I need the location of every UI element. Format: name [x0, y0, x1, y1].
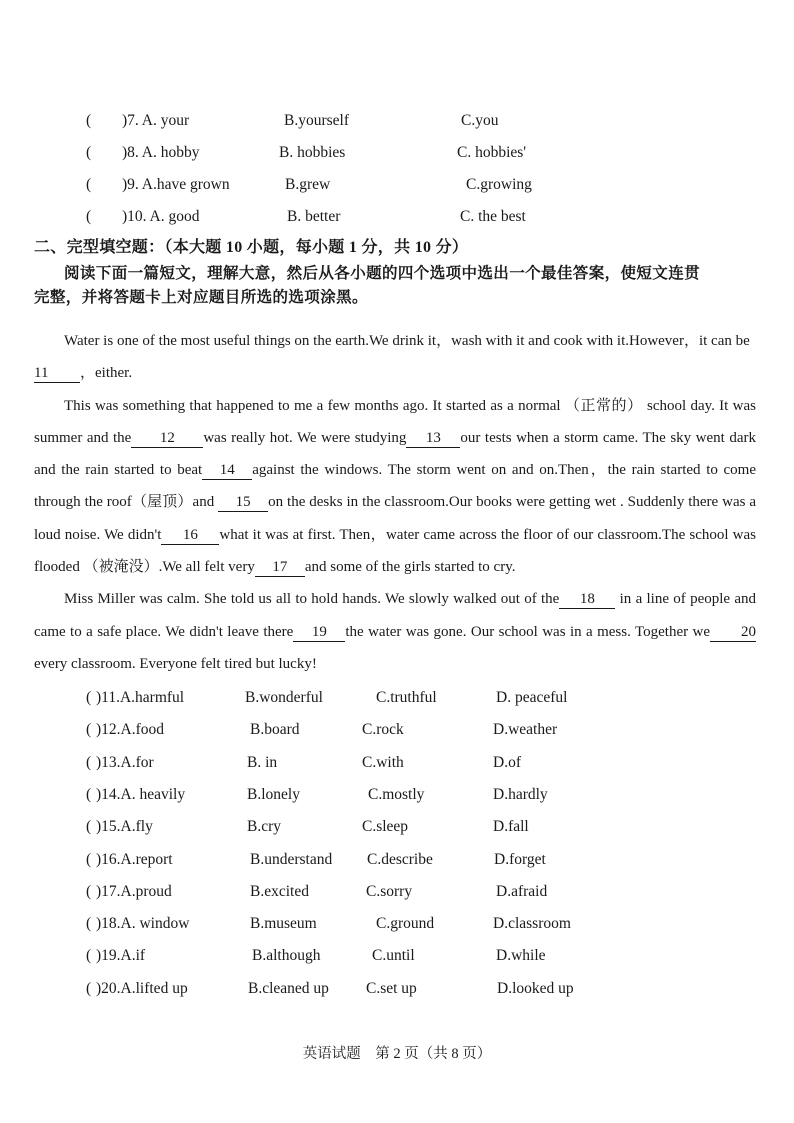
answer-paren: ( [86, 883, 92, 900]
option-c: C.sleep [362, 818, 409, 835]
passage-paragraph-3: Miss Miller was calm. She told us all to hold hands. We slowly walked out of the 18 in a line of people and came to a safe place. We didn't leave there 19 the water was gone. Our school was in a mess. Together we 20 every classroom. Everyone felt tired but lucky! [34, 591, 756, 672]
question-row-12 [0, 716, 794, 744]
question-row-16 [0, 846, 794, 874]
passage-paragraph-1: Water is one of the most useful things on the earth.We drink it，wash with it and cook with it.However，it can be 11 ，either. [34, 333, 750, 382]
answer-paren: ( [86, 786, 92, 803]
option-b: B.yourself [284, 112, 350, 129]
question-row-13 [0, 749, 794, 777]
option-c: C.you [461, 112, 499, 129]
blank-17: 17 [255, 558, 305, 577]
question-row-19 [0, 942, 794, 970]
option-c: C.sorry [366, 883, 413, 900]
blank-19: 19 [293, 623, 345, 642]
option-b: B.museum [250, 915, 317, 932]
option-b: B. better [287, 208, 341, 225]
option-c: C.growing [466, 176, 532, 193]
question-row-7 [0, 107, 794, 135]
option-c: C.truthful [376, 689, 437, 706]
option-d: D.weather [493, 721, 558, 738]
blank-12: 12 [131, 429, 203, 448]
option-c: C.with [362, 754, 404, 771]
question-row-8 [0, 139, 794, 167]
option-a: )17.A.proud [96, 883, 172, 900]
option-a: )15.A.fly [96, 818, 153, 835]
option-d: D.of [493, 754, 521, 771]
option-c: C.mostly [368, 786, 425, 803]
page-footer: 英语试题 第 2 页（共 8 页） [302, 1046, 492, 1062]
option-b: B.board [250, 721, 300, 738]
answer-paren: ( [86, 980, 92, 997]
option-b: B.although [252, 947, 321, 964]
option-a: )11.A.harmful [96, 689, 185, 706]
option-a: )8. A. hobby [122, 144, 200, 161]
question-row-20 [0, 975, 794, 1003]
option-d: D.looked up [497, 980, 574, 997]
answer-paren: ( [86, 915, 92, 932]
option-a: )20.A.lifted up [96, 980, 188, 997]
blank-13: 13 [406, 429, 460, 448]
question-row-10 [0, 203, 794, 231]
option-c: C.rock [362, 721, 404, 738]
blank-11: 11 [34, 364, 80, 383]
option-d: D.forget [494, 851, 546, 868]
blank-18: 18 [559, 590, 615, 609]
passage [34, 325, 756, 680]
blank-15: 15 [218, 493, 268, 512]
answer-paren: ( [86, 947, 92, 964]
option-a: )9. A.have grown [122, 176, 230, 193]
question-row-9 [0, 171, 794, 199]
option-c: C.until [372, 947, 415, 964]
answer-paren: ( [86, 112, 92, 129]
passage-paragraph-2: This was something that happened to me a few months ago. It started as a normal （正常的） school day. It was summer and the 12 was really hot. We were studying 13 our tests when a storm came. The sky went dark and the rain started to beat 14 against the windows. The storm went on and on.Then，the rain started to come through the roof（屋顶）and 15 on the desks in the classroom.Our books were getting wet . Suddenly there was a loud noise. We didn't 16 what it was at first. Then，water came across the floor of our classroom.The school was flooded （被淹没）.We all felt very 17 and some of the girls started to cry. [34, 397, 757, 576]
option-b: B.excited [250, 883, 309, 900]
option-b: B.understand [250, 851, 333, 868]
option-c: C. hobbies' [457, 144, 527, 161]
section-instruction-line-2: 完整，并将答题卡上对应题目所选的选项涂黑。 [34, 289, 368, 306]
option-d: D.classroom [493, 915, 571, 932]
option-c: C.set up [366, 980, 417, 997]
answer-paren: ( [86, 851, 92, 868]
option-b: B. in [247, 754, 278, 771]
blank-16: 16 [161, 526, 219, 545]
option-d: D.fall [493, 818, 529, 835]
section-instruction-line-1: 阅读下面一篇短文，理解大意，然后从各小题的四个选项中选出一个最佳答案，使短文连贯 [64, 265, 701, 282]
option-b: B.cry [247, 818, 282, 835]
option-a: )12.A.food [96, 721, 165, 738]
answer-paren: ( [86, 144, 92, 161]
option-a: )19.A.if [96, 947, 146, 964]
option-d: D. peaceful [496, 689, 568, 706]
option-c: C.ground [376, 915, 435, 932]
option-b: B.cleaned up [248, 980, 329, 997]
option-d: D.while [496, 947, 546, 964]
option-a: )7. A. your [122, 112, 190, 129]
answer-paren: ( [86, 818, 92, 835]
question-row-18 [0, 910, 794, 938]
option-b: B. hobbies [279, 144, 346, 161]
option-a: )18.A. window [96, 915, 190, 932]
answer-paren: ( [86, 754, 92, 771]
answer-paren: ( [86, 176, 92, 193]
section-title: 二、完型填空题：（本大题 10 小题，每小题 1 分，共 10 分） [34, 239, 469, 256]
option-b: B.grew [285, 176, 331, 193]
answer-paren: ( [86, 208, 92, 225]
option-d: D.afraid [496, 883, 548, 900]
blank-20: 20 [710, 623, 756, 642]
option-c: C.describe [367, 851, 433, 868]
question-row-11 [0, 684, 794, 712]
question-row-15 [0, 813, 794, 841]
question-row-14 [0, 781, 794, 809]
option-d: D.hardly [493, 786, 548, 803]
answer-paren: ( [86, 689, 92, 706]
answer-paren: ( [86, 721, 92, 738]
blank-14: 14 [202, 461, 252, 480]
option-a: )14.A. heavily [96, 786, 186, 803]
option-c: C. the best [460, 208, 526, 225]
option-a: )10. A. good [122, 208, 200, 225]
option-b: B.wonderful [245, 689, 323, 706]
option-b: B.lonely [247, 786, 300, 803]
option-a: )16.A.report [96, 851, 173, 868]
option-a: )13.A.for [96, 754, 154, 771]
question-row-17 [0, 878, 794, 906]
